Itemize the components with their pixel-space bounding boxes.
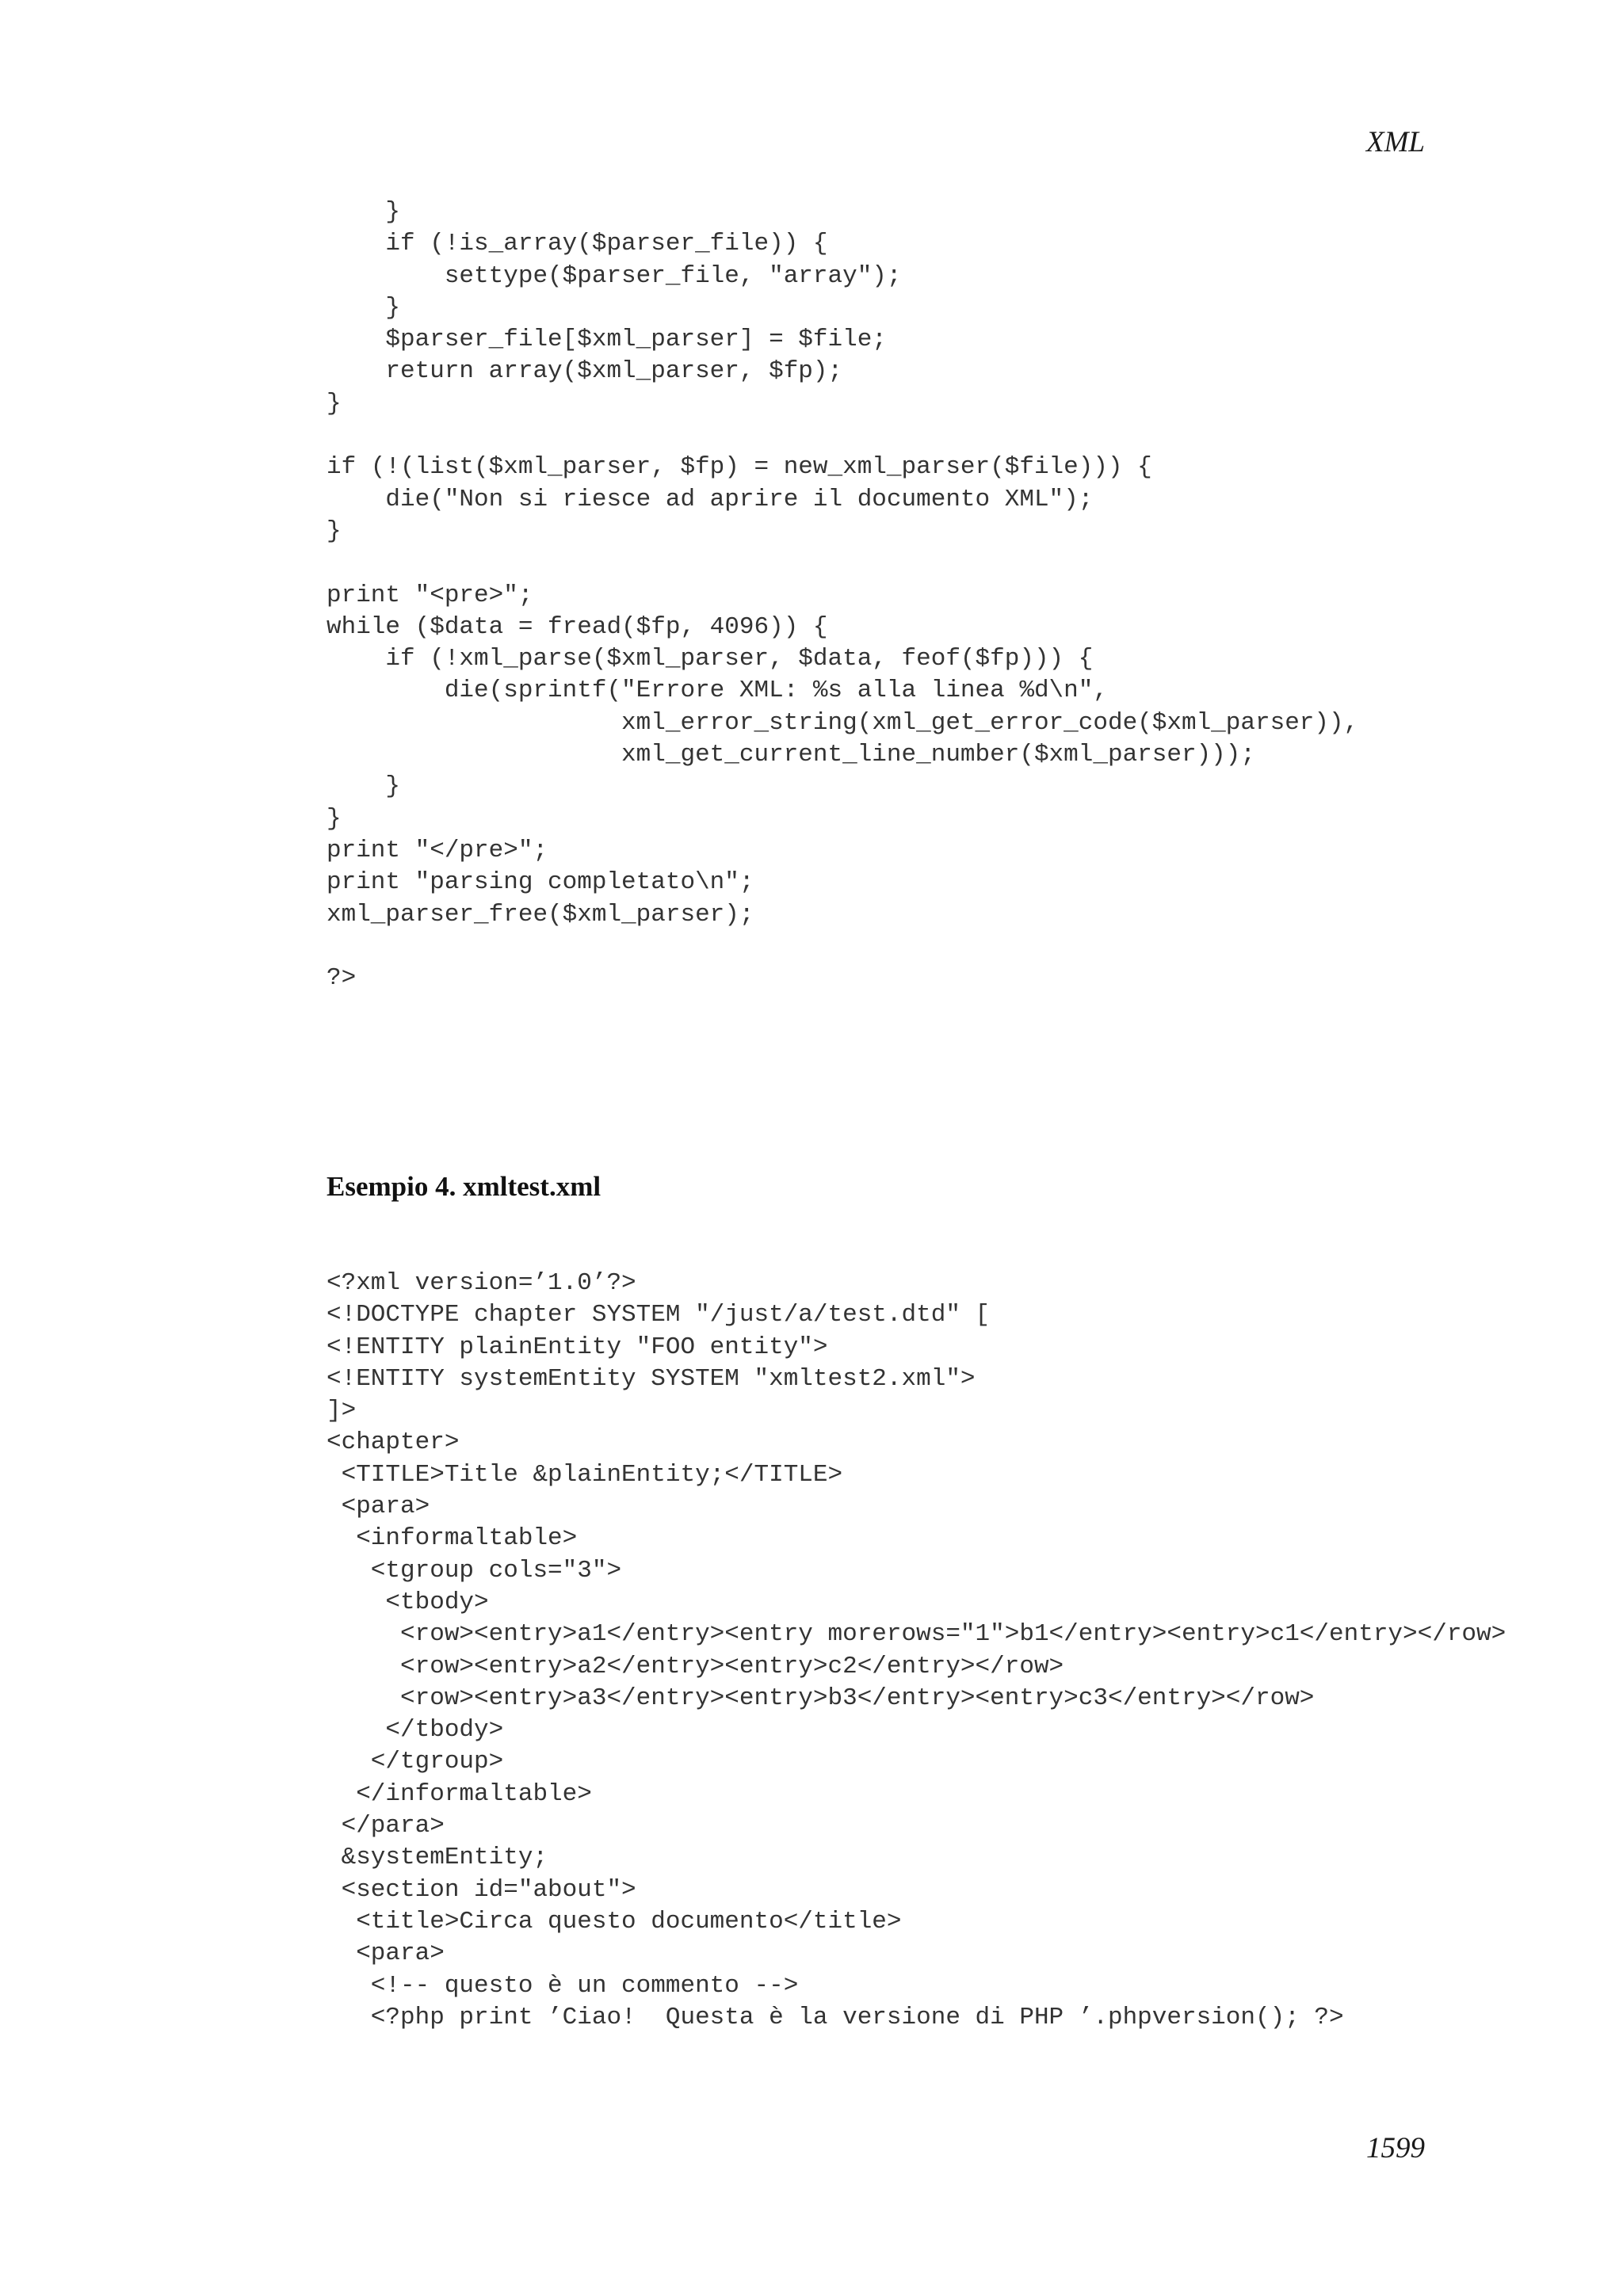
code-line: <tgroup cols="3">	[327, 1556, 622, 1585]
code-line: <tbody>	[327, 1588, 489, 1616]
code-line	[327, 420, 1358, 452]
code-line: }	[327, 293, 401, 322]
code-line: </tgroup>	[327, 1748, 504, 1776]
running-head-title: XML	[1366, 126, 1425, 158]
code-line: <para>	[327, 1939, 445, 1968]
example-title: Esempio 4. xmltest.xml	[327, 1171, 601, 1202]
code-line: &systemEntity;	[327, 1844, 548, 1872]
code-line: xml_error_string(xml_get_error_code($xml_parser)),	[327, 708, 1359, 737]
code-line: }	[327, 517, 342, 545]
code-line: <?xml version=’1.0’?>	[327, 1269, 636, 1297]
code-line: ?>	[327, 964, 357, 993]
code-line: }	[327, 389, 342, 418]
code-line: while ($data = fread($fp, 4096)) {	[327, 612, 828, 641]
code-line: }	[327, 772, 401, 801]
code-line: </informaltable>	[327, 1779, 592, 1808]
code-line: <chapter>	[327, 1428, 460, 1457]
code-line	[327, 547, 1358, 579]
code-line: </para>	[327, 1812, 445, 1840]
code-line: $parser_file[$xml_parser] = $file;	[327, 326, 887, 354]
code-line: if (!(list($xml_parser, $fp) = new_xml_parser($file))) {	[327, 453, 1152, 482]
code-line	[327, 931, 1358, 963]
code-line: </tbody>	[327, 1716, 504, 1745]
code-line: print "<pre>";	[327, 581, 533, 609]
code-line: die(sprintf("Errore XML: %s alla linea %d\n",	[327, 677, 1108, 705]
code-line: <section id="about">	[327, 1875, 636, 1904]
code-line: <row><entry>a3</entry><entry>b3</entry><entry>c3</entry></row>	[327, 1684, 1315, 1712]
code-line: <!DOCTYPE chapter SYSTEM "/just/a/test.dtd" [	[327, 1301, 991, 1329]
code-line: print "</pre>";	[327, 836, 548, 864]
code-line: xml_parser_free($xml_parser);	[327, 900, 754, 929]
code-line: die("Non si riesce ad aprire il documento XML");	[327, 485, 1094, 513]
code-line: if (!xml_parse($xml_parser, $data, feof($fp))) {	[327, 645, 1094, 673]
code-line: <TITLE>Title &plainEntity;</TITLE>	[327, 1460, 843, 1489]
code-line: <title>Circa questo documento</title>	[327, 1907, 902, 1936]
code-line: <informaltable>	[327, 1524, 578, 1553]
code-line: return array($xml_parser, $fp);	[327, 357, 843, 386]
code-line: settype($parser_file, "array");	[327, 261, 902, 290]
php-code-block	[327, 196, 1358, 994]
code-line: xml_get_current_line_number($xml_parser)));	[327, 741, 1255, 769]
code-line: <row><entry>a1</entry><entry morerows="1">b1</entry><entry>c1</entry></row>	[327, 1620, 1507, 1649]
code-line: ]>	[327, 1397, 357, 1425]
code-line: <row><entry>a2</entry><entry>c2</entry></row>	[327, 1652, 1064, 1680]
code-line: <?php print ’Ciao! Questa è la versione di PHP ’.phpversion(); ?>	[327, 2003, 1344, 2031]
code-line: print "parsing completato\n";	[327, 868, 754, 897]
code-line: }	[327, 198, 401, 226]
xml-code-block	[327, 1268, 1506, 2034]
code-line: <!ENTITY plainEntity "FOO entity">	[327, 1333, 828, 1361]
code-line: <para>	[327, 1493, 430, 1521]
page-number: 1599	[1366, 2132, 1425, 2164]
code-line: }	[327, 804, 342, 833]
code-line: <!-- questo è un commento -->	[327, 1971, 799, 2000]
code-line: <!ENTITY systemEntity SYSTEM "xmltest2.xml">	[327, 1364, 976, 1393]
code-line: if (!is_array($parser_file)) {	[327, 230, 828, 258]
